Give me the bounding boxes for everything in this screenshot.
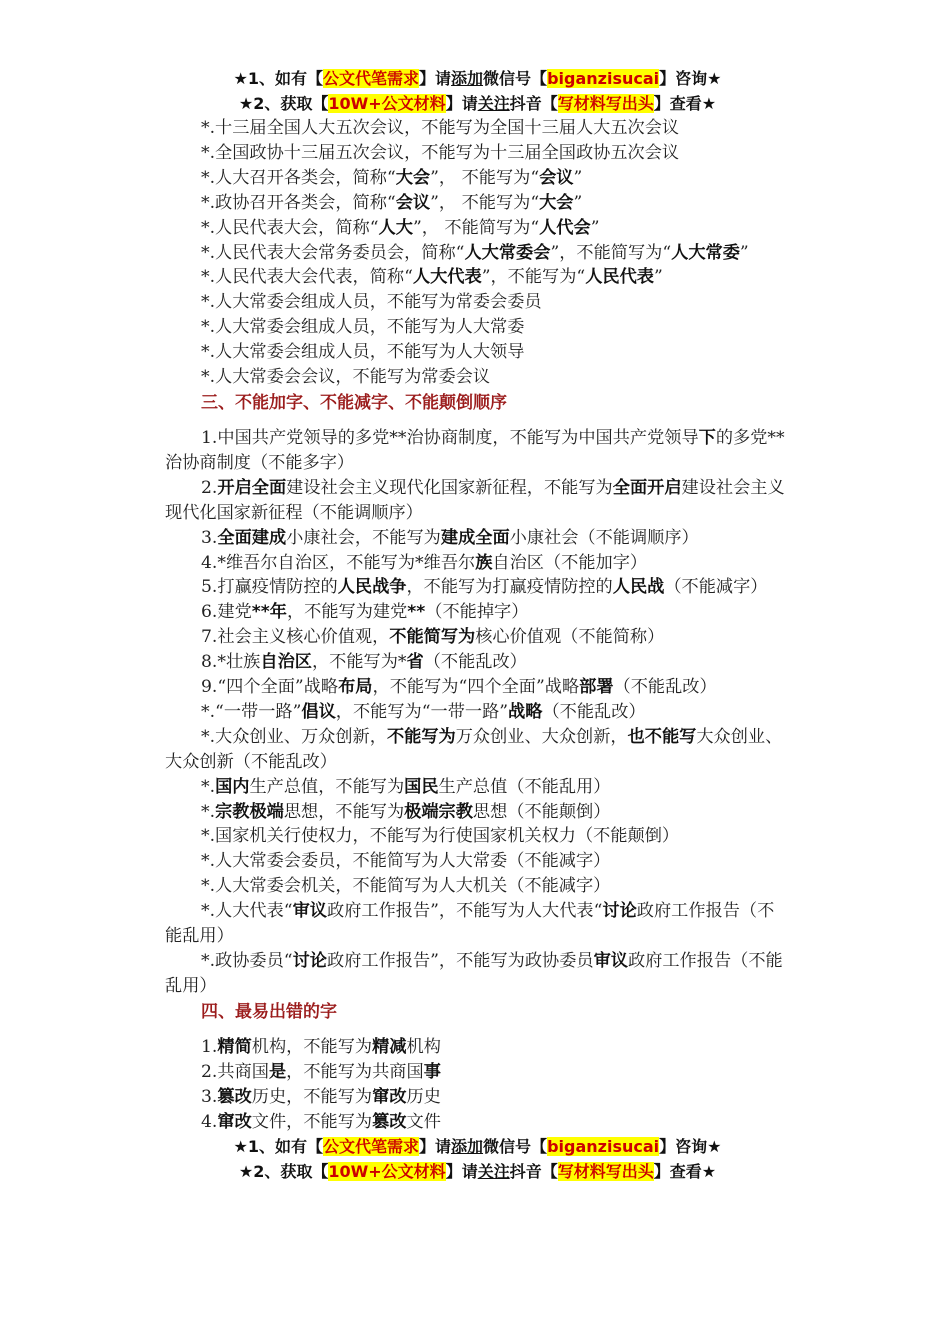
item-text: *.人大常委会机关，不能简写为人大机关（不能减字）	[201, 876, 611, 897]
promo-text: 】请	[419, 1137, 452, 1157]
bold-term: 人大常委会	[464, 242, 551, 263]
bold-term: 族	[475, 552, 493, 573]
intro-item	[165, 216, 790, 241]
bold-term: 宗教极端	[215, 801, 284, 822]
highlight-service: 公文代笔需求	[323, 69, 420, 88]
item-text: 小康社会（不能调顺序）	[509, 527, 699, 548]
promo-line-1-footer	[165, 1134, 790, 1159]
bold-term: 自治区	[260, 652, 312, 673]
item-text: 3.	[201, 1086, 218, 1107]
section-3-item	[165, 899, 790, 949]
section-3-item	[165, 949, 790, 999]
section-3-item	[165, 725, 790, 775]
bold-term: 讨论	[292, 951, 327, 971]
item-text: *.人大代表“	[201, 901, 293, 922]
item-text: ”， 不能写为“	[430, 167, 540, 188]
intro-item	[165, 116, 790, 141]
bold-term: 省	[406, 652, 424, 673]
intro-item	[165, 315, 790, 340]
item-text: 2.	[201, 477, 218, 498]
item-text: *.人民代表大会代表，简称“	[201, 267, 413, 288]
intro-item	[165, 141, 790, 166]
promo-text: 微信号【	[483, 1137, 548, 1157]
item-text: ”	[573, 192, 583, 213]
item-text: ”，不能简写为“	[550, 242, 672, 263]
bold-term: 精减	[372, 1036, 407, 1057]
item-text: （不能乱改）	[542, 701, 646, 722]
item-text: *.大众创业、万众创新，	[201, 726, 387, 747]
bold-term: 人民代表	[585, 267, 654, 288]
item-text: ，不能写为打赢疫情防控的	[406, 577, 613, 598]
bold-term: 人大代表	[412, 267, 482, 288]
section-3-item	[165, 600, 790, 625]
bold-term: 国内	[215, 776, 250, 797]
item-text: 小康社会，不能写为	[286, 527, 441, 548]
section-3-item	[165, 426, 790, 476]
item-text: 机构	[406, 1036, 441, 1057]
item-text: 大众创业、大众创新（不能乱改）	[165, 726, 783, 772]
item-text: *.人大常委会委员，不能简写为人大常委（不能减字）	[201, 851, 611, 872]
promo-text: 】请	[445, 94, 478, 113]
item-text: 机构，不能写为	[251, 1036, 373, 1057]
item-text: 政府工作报告”，不能写为政协委员	[327, 951, 594, 971]
spacer	[165, 416, 790, 426]
bold-term: 会议	[539, 167, 574, 188]
intro-item	[165, 191, 790, 216]
item-text: ”	[739, 242, 749, 263]
item-text: 生产总值（不能乱用）	[438, 776, 611, 797]
section-4-heading: 四、最易出错的字	[201, 1001, 337, 1022]
bold-term: **年	[251, 602, 287, 623]
item-text: ”，不能写为“	[481, 267, 586, 288]
underline-add: 添加	[451, 69, 484, 88]
bold-term: 人民战	[612, 577, 665, 598]
promo-text: ★1、如有【	[233, 69, 323, 88]
bold-term: **	[407, 602, 426, 623]
bold-term: 下	[698, 427, 716, 448]
spacer	[165, 1025, 790, 1035]
highlight-douyin: 写材料写出头	[557, 94, 654, 113]
item-text: *.政协委员“	[201, 951, 293, 971]
item-text: ，不能写为“四个全面”战略	[372, 677, 580, 698]
item-text: 政府工作报告（不能乱用）	[165, 951, 783, 996]
promo-text: 抖音【	[509, 1162, 558, 1182]
promo-text: 】咨询★	[659, 1137, 722, 1157]
item-text: *.	[201, 801, 216, 822]
promo-line-1	[165, 66, 790, 91]
section-3-item	[165, 476, 790, 526]
section-4-item	[165, 1060, 790, 1085]
bold-term: 会议	[395, 192, 431, 213]
highlight-wechat-id: biganzisucai	[547, 1137, 660, 1157]
bold-term: 全面开启	[612, 477, 682, 498]
bold-term: 倡议	[301, 701, 336, 722]
item-text: *.人大常委会组成人员，不能写为人大常委	[201, 317, 525, 338]
bold-term: 窜改	[372, 1086, 407, 1107]
item-text: *.全国政协十三届五次会议，不能写为十三届全国政协五次会议	[201, 142, 680, 163]
bold-term: 国民	[404, 776, 439, 797]
section-4-item	[165, 1110, 790, 1135]
item-text: *.人大常委会会议，不能写为常委会议	[201, 367, 491, 388]
item-text: ”， 不能写为“	[430, 192, 540, 213]
bold-term: 人大	[378, 217, 413, 238]
section-3-item	[165, 874, 790, 899]
highlight-wechat-id: biganzisucai	[547, 69, 660, 88]
bold-term: 大会	[395, 167, 431, 188]
promo-text: ★1、如有【	[233, 1137, 323, 1157]
item-text: 思想，不能写为	[283, 801, 405, 822]
highlight-materials: 10W+公文材料	[328, 1162, 446, 1182]
item-text: 文件，不能写为	[251, 1111, 373, 1132]
item-text: 8.*壮族	[201, 652, 261, 673]
item-text: 的多党**治协商制度（不能多字）	[165, 427, 785, 473]
item-text: 政府工作报告（不能乱用）	[165, 901, 775, 947]
intro-item	[165, 290, 790, 315]
section-3-item	[165, 575, 790, 600]
promo-line-2-footer	[165, 1159, 790, 1184]
item-text: 6.建党	[201, 602, 252, 623]
section-3-item	[165, 675, 790, 700]
underline-follow: 关注	[477, 1162, 510, 1182]
section-4-item	[165, 1035, 790, 1060]
promo-text: 】查看★	[653, 94, 717, 113]
underline-follow: 关注	[477, 94, 510, 113]
bold-term: 审议	[292, 901, 327, 922]
item-text: 核心价值观（不能简称）	[475, 627, 665, 648]
intro-item	[165, 365, 790, 390]
bold-term: 人代会	[539, 217, 591, 238]
bold-term: 篡改	[217, 1086, 252, 1107]
item-text: 2.共商国	[201, 1061, 269, 1082]
item-text: 历史，不能写为	[251, 1086, 373, 1107]
item-text: *.人民代表大会，简称“	[201, 217, 379, 238]
item-text: 历史	[406, 1086, 441, 1107]
highlight-service: 公文代笔需求	[323, 1137, 420, 1157]
intro-item	[165, 265, 790, 290]
highlight-materials: 10W+公文材料	[328, 94, 446, 113]
item-text: *.十三届全国人大五次会议，不能写为全国十三届人大五次会议	[201, 118, 680, 138]
underline-add: 添加	[451, 1137, 484, 1157]
item-text: *.政协召开各类会，简称“	[201, 192, 396, 213]
item-text: 4.	[201, 1111, 218, 1132]
promo-text: 】请	[419, 69, 452, 88]
intro-item	[165, 241, 790, 266]
bold-term: 人民战争	[337, 577, 407, 598]
section-3-item	[165, 800, 790, 825]
highlight-douyin: 写材料写出头	[557, 1162, 654, 1182]
item-text: 4.*维吾尔自治区，不能写为*维吾尔	[201, 552, 476, 573]
bold-term: 极端宗教	[404, 801, 473, 822]
item-text: ，不能写为*	[311, 652, 407, 673]
item-text: *.人大召开各类会，简称“	[201, 167, 396, 188]
item-text: *.“一带一路”	[201, 701, 302, 722]
intro-item	[165, 340, 790, 365]
item-text: 3.	[201, 527, 218, 548]
section-3-item	[165, 824, 790, 849]
item-text: （不能减字）	[664, 577, 768, 598]
bold-term: 不能写为	[386, 726, 456, 747]
section-3-item	[165, 526, 790, 551]
section-3-heading: 三、不能加字、不能减字、不能颠倒顺序	[201, 392, 507, 413]
bold-term: 窜改	[217, 1111, 252, 1132]
item-text: 5.打赢疫情防控的	[201, 577, 338, 598]
bold-term: 是	[268, 1061, 287, 1082]
bold-term: 审议	[593, 951, 628, 971]
promo-text: 】查看★	[653, 1162, 717, 1182]
section-3-item	[165, 849, 790, 874]
item-text: 生产总值，不能写为	[249, 776, 405, 797]
item-text: ”， 不能简写为“	[412, 217, 540, 238]
item-text: （不能掉字）	[425, 602, 529, 623]
bold-term: 布局	[338, 677, 373, 698]
bold-term: 人大常委	[671, 242, 740, 263]
promo-line-2	[165, 91, 790, 116]
bold-term: 建成全面	[440, 527, 510, 548]
item-text: *.人大常委会组成人员，不能写为人大领导	[201, 342, 525, 363]
item-text: 7.社会主义核心价值观，	[201, 627, 390, 648]
item-text: 文件	[406, 1111, 441, 1132]
item-text: 9.“四个全面”战略	[201, 677, 339, 698]
item-text: 万众创业、大众创新，	[455, 726, 628, 747]
bold-term: 精简	[217, 1036, 252, 1057]
bold-term: 开启全面	[217, 477, 287, 498]
item-text: 政府工作报告”，不能写为人大代表“	[327, 901, 603, 922]
bold-term: 篡改	[372, 1111, 407, 1132]
document-page	[165, 66, 790, 1184]
item-text: ”	[590, 217, 600, 238]
promo-text: ★2、获取【	[238, 1162, 329, 1182]
bold-term: 全面建成	[217, 527, 287, 548]
item-text: （不能乱改）	[423, 652, 527, 673]
item-text: 建设社会主义现代化国家新征程，不能写为	[286, 477, 613, 498]
promo-text: 抖音【	[509, 94, 558, 113]
section-4-item	[165, 1085, 790, 1110]
item-text: （不能乱改）	[613, 677, 717, 698]
item-text: 1.	[201, 1036, 218, 1057]
item-text: 自治区（不能加字）	[492, 552, 648, 573]
bold-term: 部署	[579, 677, 614, 698]
item-text: ，不能写为建党	[286, 602, 408, 623]
item-text: *.人民代表大会常务委员会，简称“	[201, 242, 465, 263]
item-text: *.国家机关行使权力，不能写为行使国家机关权力（不能颠倒）	[201, 826, 680, 847]
item-text: ，不能写为“一带一路”	[335, 701, 509, 722]
item-text: ，不能写为共商国	[286, 1061, 424, 1082]
bold-term: 也不能写	[627, 726, 697, 747]
bold-term: 大会	[539, 192, 574, 213]
item-text: 建设社会主义现代化国家新征程（不能调顺序）	[165, 477, 785, 523]
item-text: 思想（不能颠倒）	[472, 801, 611, 822]
section-3-item	[165, 625, 790, 650]
promo-text: ★2、获取【	[238, 94, 329, 113]
item-text: *.	[201, 776, 216, 797]
item-text: 1.中国共产党领导的多党**治协商制度，不能写为中国共产党领导	[201, 427, 699, 448]
bold-term: 事	[423, 1061, 441, 1082]
item-text: *.人大常委会组成人员，不能写为常委会委员	[201, 292, 542, 313]
bold-term: 战略	[508, 701, 543, 722]
promo-text: 】请	[445, 1162, 478, 1182]
bold-term: 讨论	[602, 901, 637, 922]
bold-term: 不能简写为	[389, 627, 476, 648]
item-text: ”	[573, 167, 583, 188]
section-3-item	[165, 775, 790, 800]
item-text: ”	[653, 267, 663, 288]
intro-item	[165, 166, 790, 191]
promo-text: 】咨询★	[659, 69, 722, 88]
promo-text: 微信号【	[483, 69, 548, 88]
section-3-item	[165, 650, 790, 675]
section-3-item	[165, 551, 790, 576]
section-3-item	[165, 700, 790, 725]
